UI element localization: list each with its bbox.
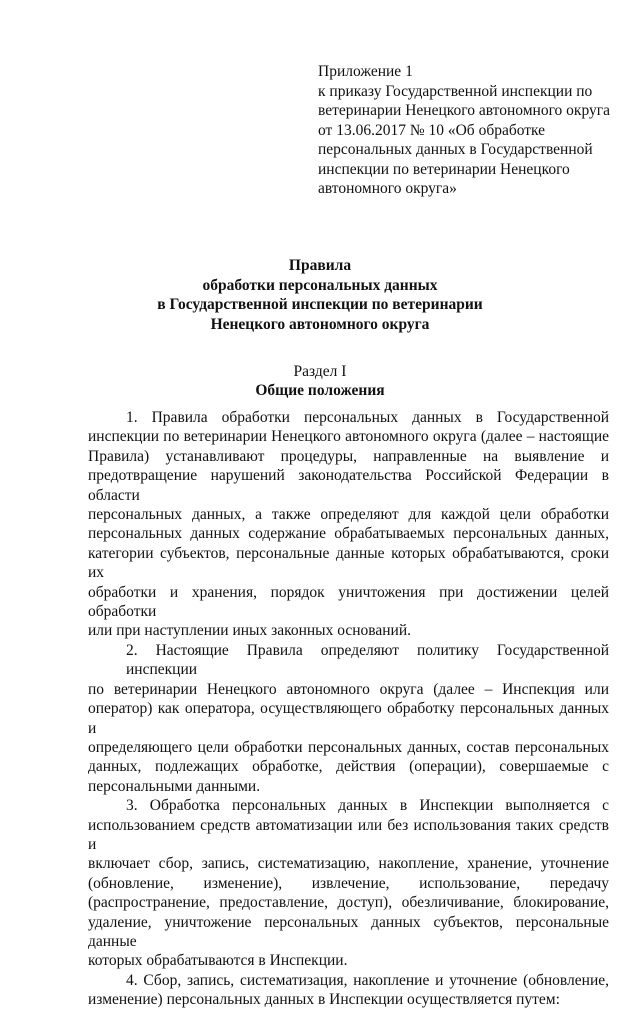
paragraph-line: оператор) как оператора, осуществляющего обработку персональных данных и bbox=[88, 700, 609, 737]
paragraph-line: (обновление, изменение), извлечение, использование, передачу bbox=[88, 874, 609, 892]
paragraph-line: или при наступлении иных законных оснований. bbox=[88, 622, 412, 640]
paragraph-line: использованием средств автоматизации или без использования таких средств и bbox=[88, 816, 609, 853]
section-title: Общие положения bbox=[255, 382, 385, 399]
section-number: Раздел I bbox=[293, 363, 347, 380]
title-line: Ненецкого автономного округа bbox=[210, 315, 430, 333]
paragraph-line: определяющего цели обработки персональных данных, состав персональных bbox=[88, 738, 609, 756]
paragraph-line: персональных данных содержание обрабатываемых персональных данных, bbox=[88, 525, 609, 543]
paragraph-line: инспекции по ветеринарии Ненецкого автономного округа (далее – настоящие bbox=[88, 428, 609, 446]
paragraph-line: персональными данными. bbox=[88, 777, 261, 795]
paragraph-3 bbox=[88, 796, 609, 971]
appendix-line: ветеринарии Ненецкого автономного округа bbox=[318, 102, 610, 119]
paragraph-line: включает сбор, запись, систематизацию, накопление, хранение, уточнение bbox=[88, 855, 609, 873]
appendix-header bbox=[318, 62, 618, 199]
paragraph-line: изменение) персональных данных в Инспекции осуществляется путем: bbox=[88, 991, 560, 1009]
paragraph-line: категории субъектов, персональные данные которых обрабатываются, сроки их bbox=[88, 544, 609, 582]
document-body bbox=[88, 408, 609, 1010]
paragraph-line: удаление, уничтожение персональных данных субъектов, персональные данные bbox=[88, 913, 609, 950]
title-line: Правила bbox=[288, 257, 352, 274]
paragraph-line: Правила) устанавливают процедуры, направленные на выявление и bbox=[88, 447, 609, 465]
document-title bbox=[0, 256, 640, 334]
paragraph-line: (распространение, предоставление, доступ), обезличивание, блокирование, bbox=[88, 894, 609, 912]
appendix-line: к приказу Государственной инспекции по bbox=[318, 82, 593, 100]
paragraph-1 bbox=[88, 408, 609, 641]
appendix-line: от 13.06.2017 № 10 «Об обработке bbox=[318, 121, 546, 139]
title-line: обработки персональных данных bbox=[202, 276, 438, 294]
paragraph-line: предотвращение нарушений законодательства Российской Федерации в области bbox=[88, 467, 609, 504]
appendix-line: инспекции по ветеринарии Ненецкого bbox=[318, 160, 570, 178]
paragraph-line: обработки и хранения, порядок уничтожения при достижении целей обработки bbox=[88, 583, 609, 621]
paragraph-line: 3. Обработка персональных данных в Инспекции выполняется с bbox=[126, 797, 609, 815]
paragraph-line: данных, подлежащих обработке, действия (операции), совершаемые с bbox=[88, 758, 609, 776]
paragraph-line: 1. Правила обработки персональных данных в Государственной bbox=[126, 409, 609, 426]
appendix-line: Приложение 1 bbox=[318, 63, 413, 80]
title-line: в Государственной инспекции по ветеринарии bbox=[157, 296, 483, 314]
paragraph-line: по ветеринарии Ненецкого автономного округа (далее – Инспекция или bbox=[88, 680, 609, 698]
paragraph-line: 4. Сбор, запись, систематизация, накопление и уточнение (обновление, bbox=[126, 971, 609, 989]
paragraph-line: персональных данных, а также определяют для каждой цели обработки bbox=[88, 506, 609, 524]
paragraph-2 bbox=[88, 641, 609, 796]
appendix-line: автономного округа» bbox=[318, 180, 457, 197]
paragraph-line: 2. Настоящие Правила определяют политику Государственной инспекции bbox=[126, 641, 609, 679]
appendix-line: персональных данных в Государственной bbox=[318, 141, 593, 158]
paragraph-4 bbox=[88, 971, 609, 1010]
paragraph-line: которых обрабатываются в Инспекции. bbox=[88, 952, 348, 970]
